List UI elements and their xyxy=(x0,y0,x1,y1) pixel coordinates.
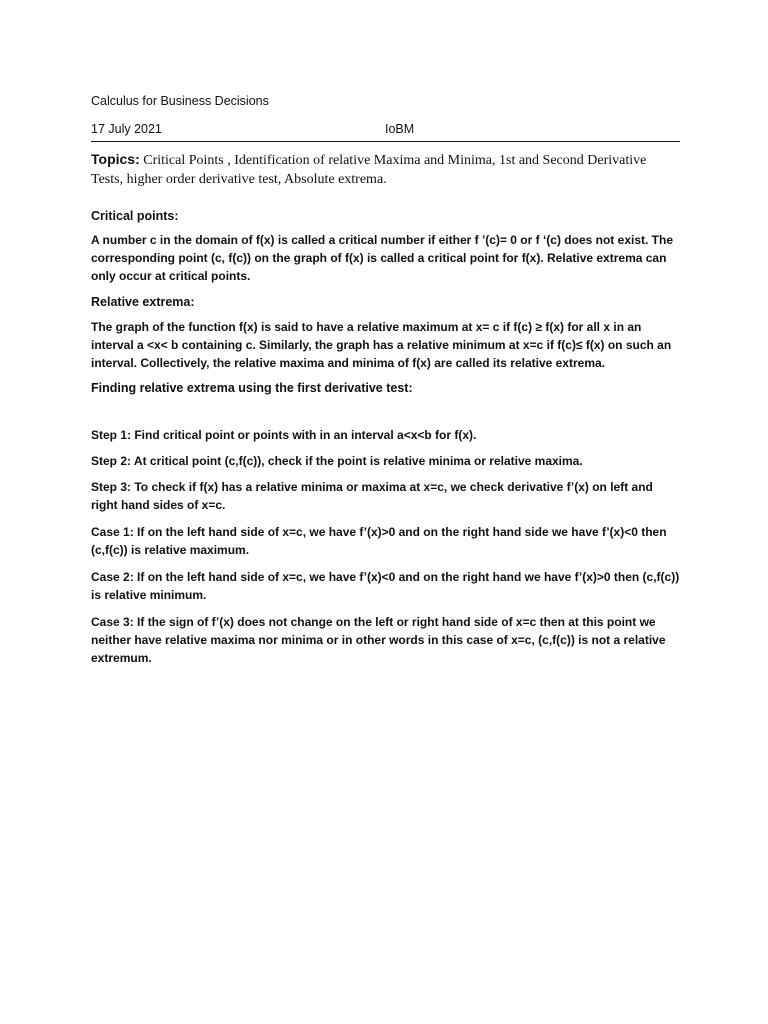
case-3: Case 3: If the sign of f’(x) does not change on the left or right hand side of x=c then at this point we neither have relative maxima nor minima or in other words in this case of x=c, (c,f(c)) is not a relative extremum. xyxy=(91,615,666,665)
critical-points-heading: Critical points: xyxy=(91,209,179,223)
course-title: Calculus for Business Decisions xyxy=(91,94,269,108)
critical-points-paragraph: A number c in the domain of f(x) is called a critical number if either f ’(c)= 0 or f ‘(c) does not exist. The corresponding point (c, f(c)) on the graph of f(x) is called a critical point for f(x). Relative extrema can only occur at critical points. xyxy=(91,233,673,283)
relative-extrema-paragraph: The graph of the function f(x) is said to have a relative maximum at x= c if f(c) ≥ f(x) for all x in an interval a <x< b containing c. Similarly, the graph has a relative minimum at x=c if f(c)≤ f(x) on such an interval. Collectively, the relative maxima and minima of f(x) are called its relative extrema. xyxy=(91,320,672,370)
institution-name: IoBM xyxy=(385,122,415,136)
relative-extrema-heading: Relative extrema: xyxy=(91,295,195,309)
topics-line xyxy=(91,150,681,189)
case-1: Case 1: If on the left hand side of x=c, we have f’(x)>0 and on the right hand side we have f’(x)<0 then (c,f(c)) is relative maximum. xyxy=(91,525,667,557)
case-2: Case 2: If on the left hand side of x=c, we have f’(x)<0 and on the right hand we have f’(x)>0 then (c,f(c)) is relative minimum. xyxy=(91,570,680,602)
header-row xyxy=(91,120,680,142)
step-1: Step 1: Find critical point or points with in an interval a<x<b for f(x). xyxy=(91,428,477,442)
topics-text: Critical Points , Identification of relative Maxima and Minima, 1st and Second Derivative Tests, higher order derivative test, Absolute extrema. xyxy=(91,153,647,187)
step-2: Step 2: At critical point (c,f(c)), check if the point is relative minima or relative maxima. xyxy=(91,454,583,468)
document-content xyxy=(91,94,681,667)
topics-label: Topics: xyxy=(91,151,140,167)
step-3: Step 3: To check if f(x) has a relative minima or maxima at x=c, we check derivative f’(x) on left and right hand sides of x=c. xyxy=(91,480,653,512)
first-derivative-test-heading: Finding relative extrema using the first derivative test: xyxy=(91,381,413,395)
lecture-date: 17 July 2021 xyxy=(91,122,162,136)
